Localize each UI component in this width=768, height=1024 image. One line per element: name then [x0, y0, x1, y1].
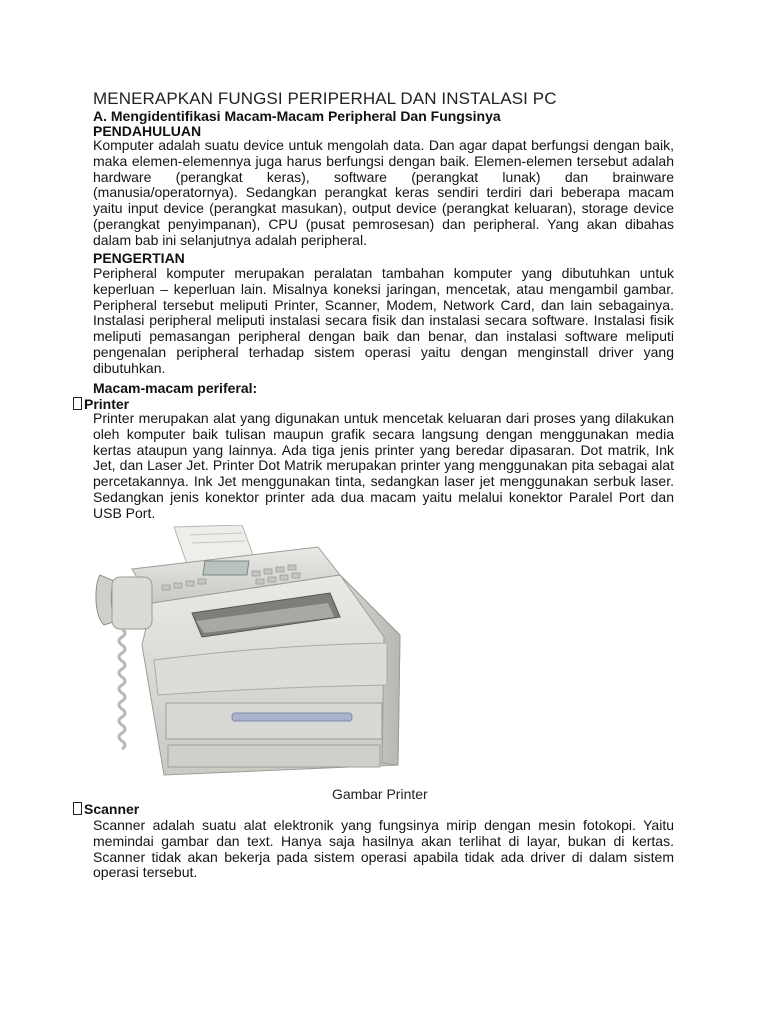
heading-pendahuluan: PENDAHULUAN	[93, 123, 202, 139]
heading-printer: Printer	[84, 396, 130, 412]
document-title: MENERAPKAN FUNGSI PERIPERHAL DAN INSTALASI PC	[93, 89, 557, 108]
bullet-box-icon	[73, 802, 82, 815]
figure-caption: Gambar Printer	[332, 786, 428, 802]
heading-macam-periferal: Macam-macam periferal:	[93, 380, 258, 396]
heading-scanner: Scanner	[84, 801, 140, 817]
paragraph-pengertian: Peripheral komputer merupakan peralatan tambahan komputer yang dibutuhkan untuk keperluan – keperluan lain. Misalnya koneksi jaringan, mencetak, atau mengambil gambar. Peripheral tersebut meliputi Printer, Scanner, Modem, Network Card, dan lain sebagainya. Instalasi peripheral meliputi instalasi secara fisik dan instalasi secara software. Instalasi fisik meliputi pemasangan peripheral dengan baik dan benar, dan instalasi software meliputi pengenalan peripheral terhadap sistem operasi yaitu dengan menginstall driver yang dibutuhkan.	[93, 265, 674, 376]
section-subtitle: A. Mengidentifikasi Macam-Macam Peripheral Dan Fungsinya	[93, 108, 501, 124]
paragraph-pendahuluan: Komputer adalah suatu device untuk mengolah data. Dan agar dapat berfungsi dengan baik, maka elemen-elemennya juga harus berfungsi dengan baik. Elemen-elemen tersebut adalah hardware (perangkat keras), software (perangkat lunak) dan brainware (manusia/operatornya). Sedangkan perangkat keras sendiri terdiri dari beberapa macam yaitu input device (perangkat masukan), output device (perangkat keluaran), storage device (perangkat penyimpanan), CPU (pusat pemrosesan) dan peripheral. Yang akan dibahas dalam bab ini selanjutnya adalah peripheral.	[93, 137, 674, 248]
paragraph-scanner: Scanner adalah suatu alat elektronik yang fungsinya mirip dengan mesin fotokopi. Yaitu memindai gambar dan text. Hanya saja hasilnya akan terlihat di layar, bukan di kertas. Scanner tidak akan bekerja pada sistem operasi apabila tidak ada driver di dalam sistem operasi tersebut.	[93, 817, 674, 881]
bullet-box-icon	[73, 397, 82, 410]
heading-pengertian: PENGERTIAN	[93, 250, 185, 266]
paragraph-printer: Printer merupakan alat yang digunakan untuk mencetak keluaran dari proses yang dilakukan oleh komputer baik tulisan maupun grafik secara langsung dengan menggunakan media kertas ataupun yang lainnya. Ada tiga jenis printer yang beredar dipasaran. Dot matrik, Ink Jet, dan Laser Jet. Printer Dot Matrik merupakan printer yang menggunakan pita sebagai alat percetakannya. Ink Jet menggunakan tinta, sedangkan laser jet menggunakan serbuk laser. Sedangkan jenis konektor printer ada dua macam yaitu melalui konektor Paralel Port dan USB Port.	[93, 410, 674, 521]
printer-image	[92, 525, 404, 793]
bullet-scanner	[73, 801, 139, 817]
